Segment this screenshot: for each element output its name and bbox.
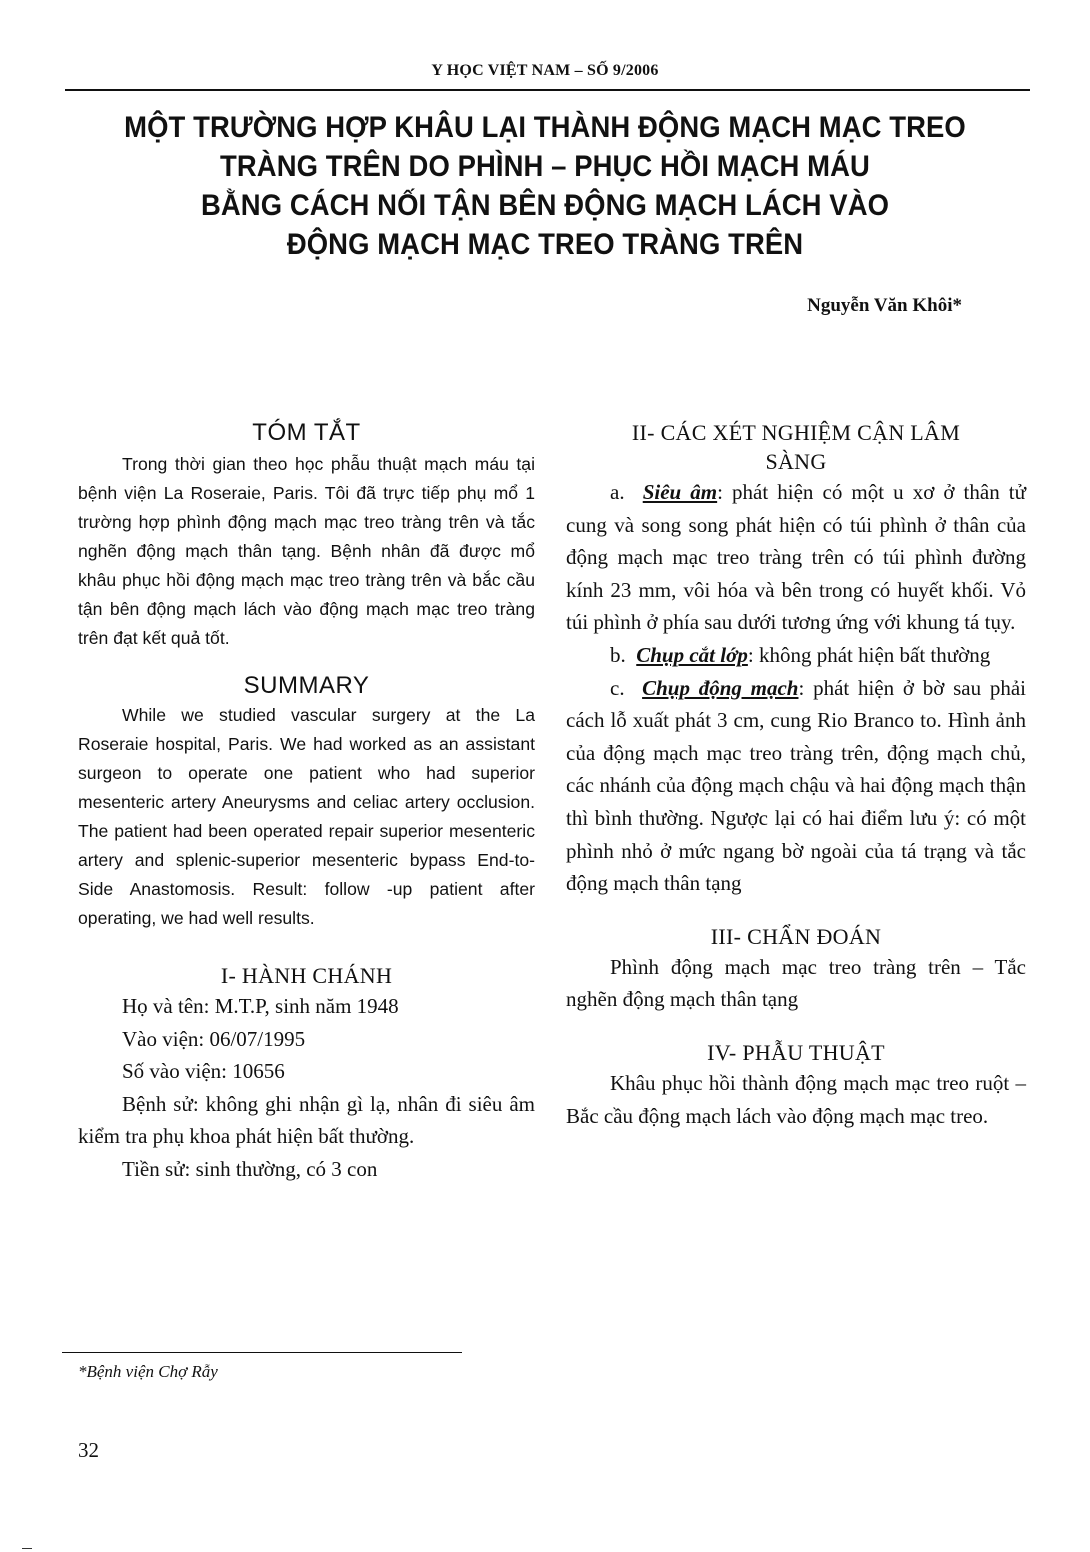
- angiography-item: [566, 672, 1026, 900]
- section-heading: IV- PHẪU THUẬT: [707, 1039, 885, 1065]
- section-surgery: [566, 1038, 1026, 1132]
- surgery-text: Khâu phục hồi thành động mạch mạc treo ruột – Bắc cầu động mạch lách vào động mạch mạc treo.: [566, 1070, 1026, 1128]
- title-line: BẰNG CÁCH NỐI TẬN BÊN ĐỘNG MẠCH LÁCH VÀO: [200, 189, 890, 222]
- section-administrative: [78, 961, 535, 1186]
- past-history-line: Tiền sử: sinh thường, có 3 con: [122, 1156, 378, 1181]
- title-line: TRÀNG TRÊN DO PHÌNH – PHỤC HỒI MẠCH MÁU: [220, 150, 870, 183]
- ultrasound-item: [566, 476, 1026, 639]
- item-text: : phát hiện có một u xơ ở thân tử cung và song song phát hiện có túi phình ở thân của động mạch mạc treo tràng trên có túi phình đường kính 23 mm, vôi hóa và bên trong có huyết khối. Vỏ túi phình ở phía sau dưới tương ứng với khung tá tụy.: [566, 480, 1026, 635]
- item-label: Chụp động mạch: [642, 675, 799, 700]
- medical-history-line: Bệnh sử: không ghi nhận gì lạ, nhân đi siêu âm kiểm tra phụ khoa phát hiện bất thường.: [78, 1091, 535, 1149]
- heading-line: II- CÁC XÉT NGHIỆM CẬN LÂM: [631, 420, 961, 445]
- item-marker: a.: [610, 480, 625, 504]
- summary-text: While we studied vascular surgery at the La Roseraie hospital, Paris. We had worked as an assistant surgeon to operate one patient who had superior mesenteric artery Aneurysms and celiac artery occlusion. The patient had been operated repair superior mesenteric artery and splenic-superior mesenteric bypass End-to-Side Anastomosis. Result: follow -up patient after operating, we had well results.: [78, 705, 535, 928]
- section-heading: I- HÀNH CHÁNH: [220, 963, 393, 988]
- abstract-vietnamese: [78, 418, 535, 653]
- item-marker: b.: [610, 642, 626, 667]
- item-label: Siêu âm: [642, 480, 718, 504]
- admission-number-line: Số vào viện: 10656: [122, 1059, 285, 1084]
- header-rule: [65, 89, 1030, 91]
- section-diagnosis: [566, 922, 1026, 1016]
- section-heading: SUMMARY: [243, 672, 370, 699]
- title-line: MỘT TRƯỜNG HỢP KHÂU LẠI THÀNH ĐỘNG MẠCH MẠC TREO: [124, 111, 966, 144]
- item-label: Chụp cắt lớp: [636, 642, 748, 667]
- right-column: [566, 418, 1026, 1132]
- section-heading: [566, 418, 1026, 476]
- section-heading: TÓM TẮT: [252, 419, 361, 446]
- abstract-text: Trong thời gian theo học phẫu thuật mạch máu tại bệnh viện La Roseraie, Paris. Tôi đã trực tiếp phụ mổ 1 trường hợp phình động mạch mạc treo tràng trên và tắc nghẽn động mạch thân tạng. Bệnh nhân đã được mổ khâu phục hồi động mạch mạc treo tràng trên và bắc cầu tận bên động mạch lách vào động mạch mạc treo tràng trên đạt kết quả tốt.: [78, 454, 535, 648]
- admission-date-line: Vào viện: 06/07/1995: [122, 1026, 306, 1051]
- section-heading: III- CHẨN ĐOÁN: [710, 923, 882, 949]
- ct-scan-item: [566, 639, 1026, 672]
- section-paraclinical: [566, 418, 1026, 900]
- left-column: [78, 418, 535, 1186]
- heading-line: SÀNG: [765, 449, 827, 474]
- running-header: Y HỌC VIỆT NAM – SỐ 9/2006: [431, 62, 659, 79]
- diagnosis-text: Phình động mạch mạc treo tràng trên – Tắc nghẽn động mạch thân tạng: [566, 954, 1026, 1012]
- scan-mark: [22, 1548, 32, 1549]
- item-text: : phát hiện ở bờ sau phải cách lỗ xuất phát 3 cm, cung Rio Branco to. Hình ảnh của động mạch mạc treo tràng trên, động mạch chủ, các nhánh của động mạch chậu và hai động mạch thận thì bình thường. Ngược lại có hai điểm lưu ý: có một phình nhỏ ở mức ngang bờ ngoài của tá trạng và tắc động mạch thân tạng: [566, 675, 1026, 896]
- footnote-rule: [62, 1352, 462, 1353]
- abstract-english: [78, 671, 535, 933]
- item-marker: c.: [610, 675, 625, 700]
- footnote-affiliation: *Bệnh viện Chợ Rẫy: [78, 1362, 218, 1381]
- article-title: [75, 108, 1014, 264]
- author-name: Nguyễn Văn Khôi*: [807, 295, 962, 316]
- title-line: ĐỘNG MẠCH MẠC TREO TRÀNG TRÊN: [286, 228, 804, 261]
- page-number: 32: [78, 1438, 99, 1462]
- patient-name-line: Họ và tên: M.T.P, sinh năm 1948: [122, 994, 399, 1018]
- item-text: : không phát hiện bất thường: [747, 642, 991, 667]
